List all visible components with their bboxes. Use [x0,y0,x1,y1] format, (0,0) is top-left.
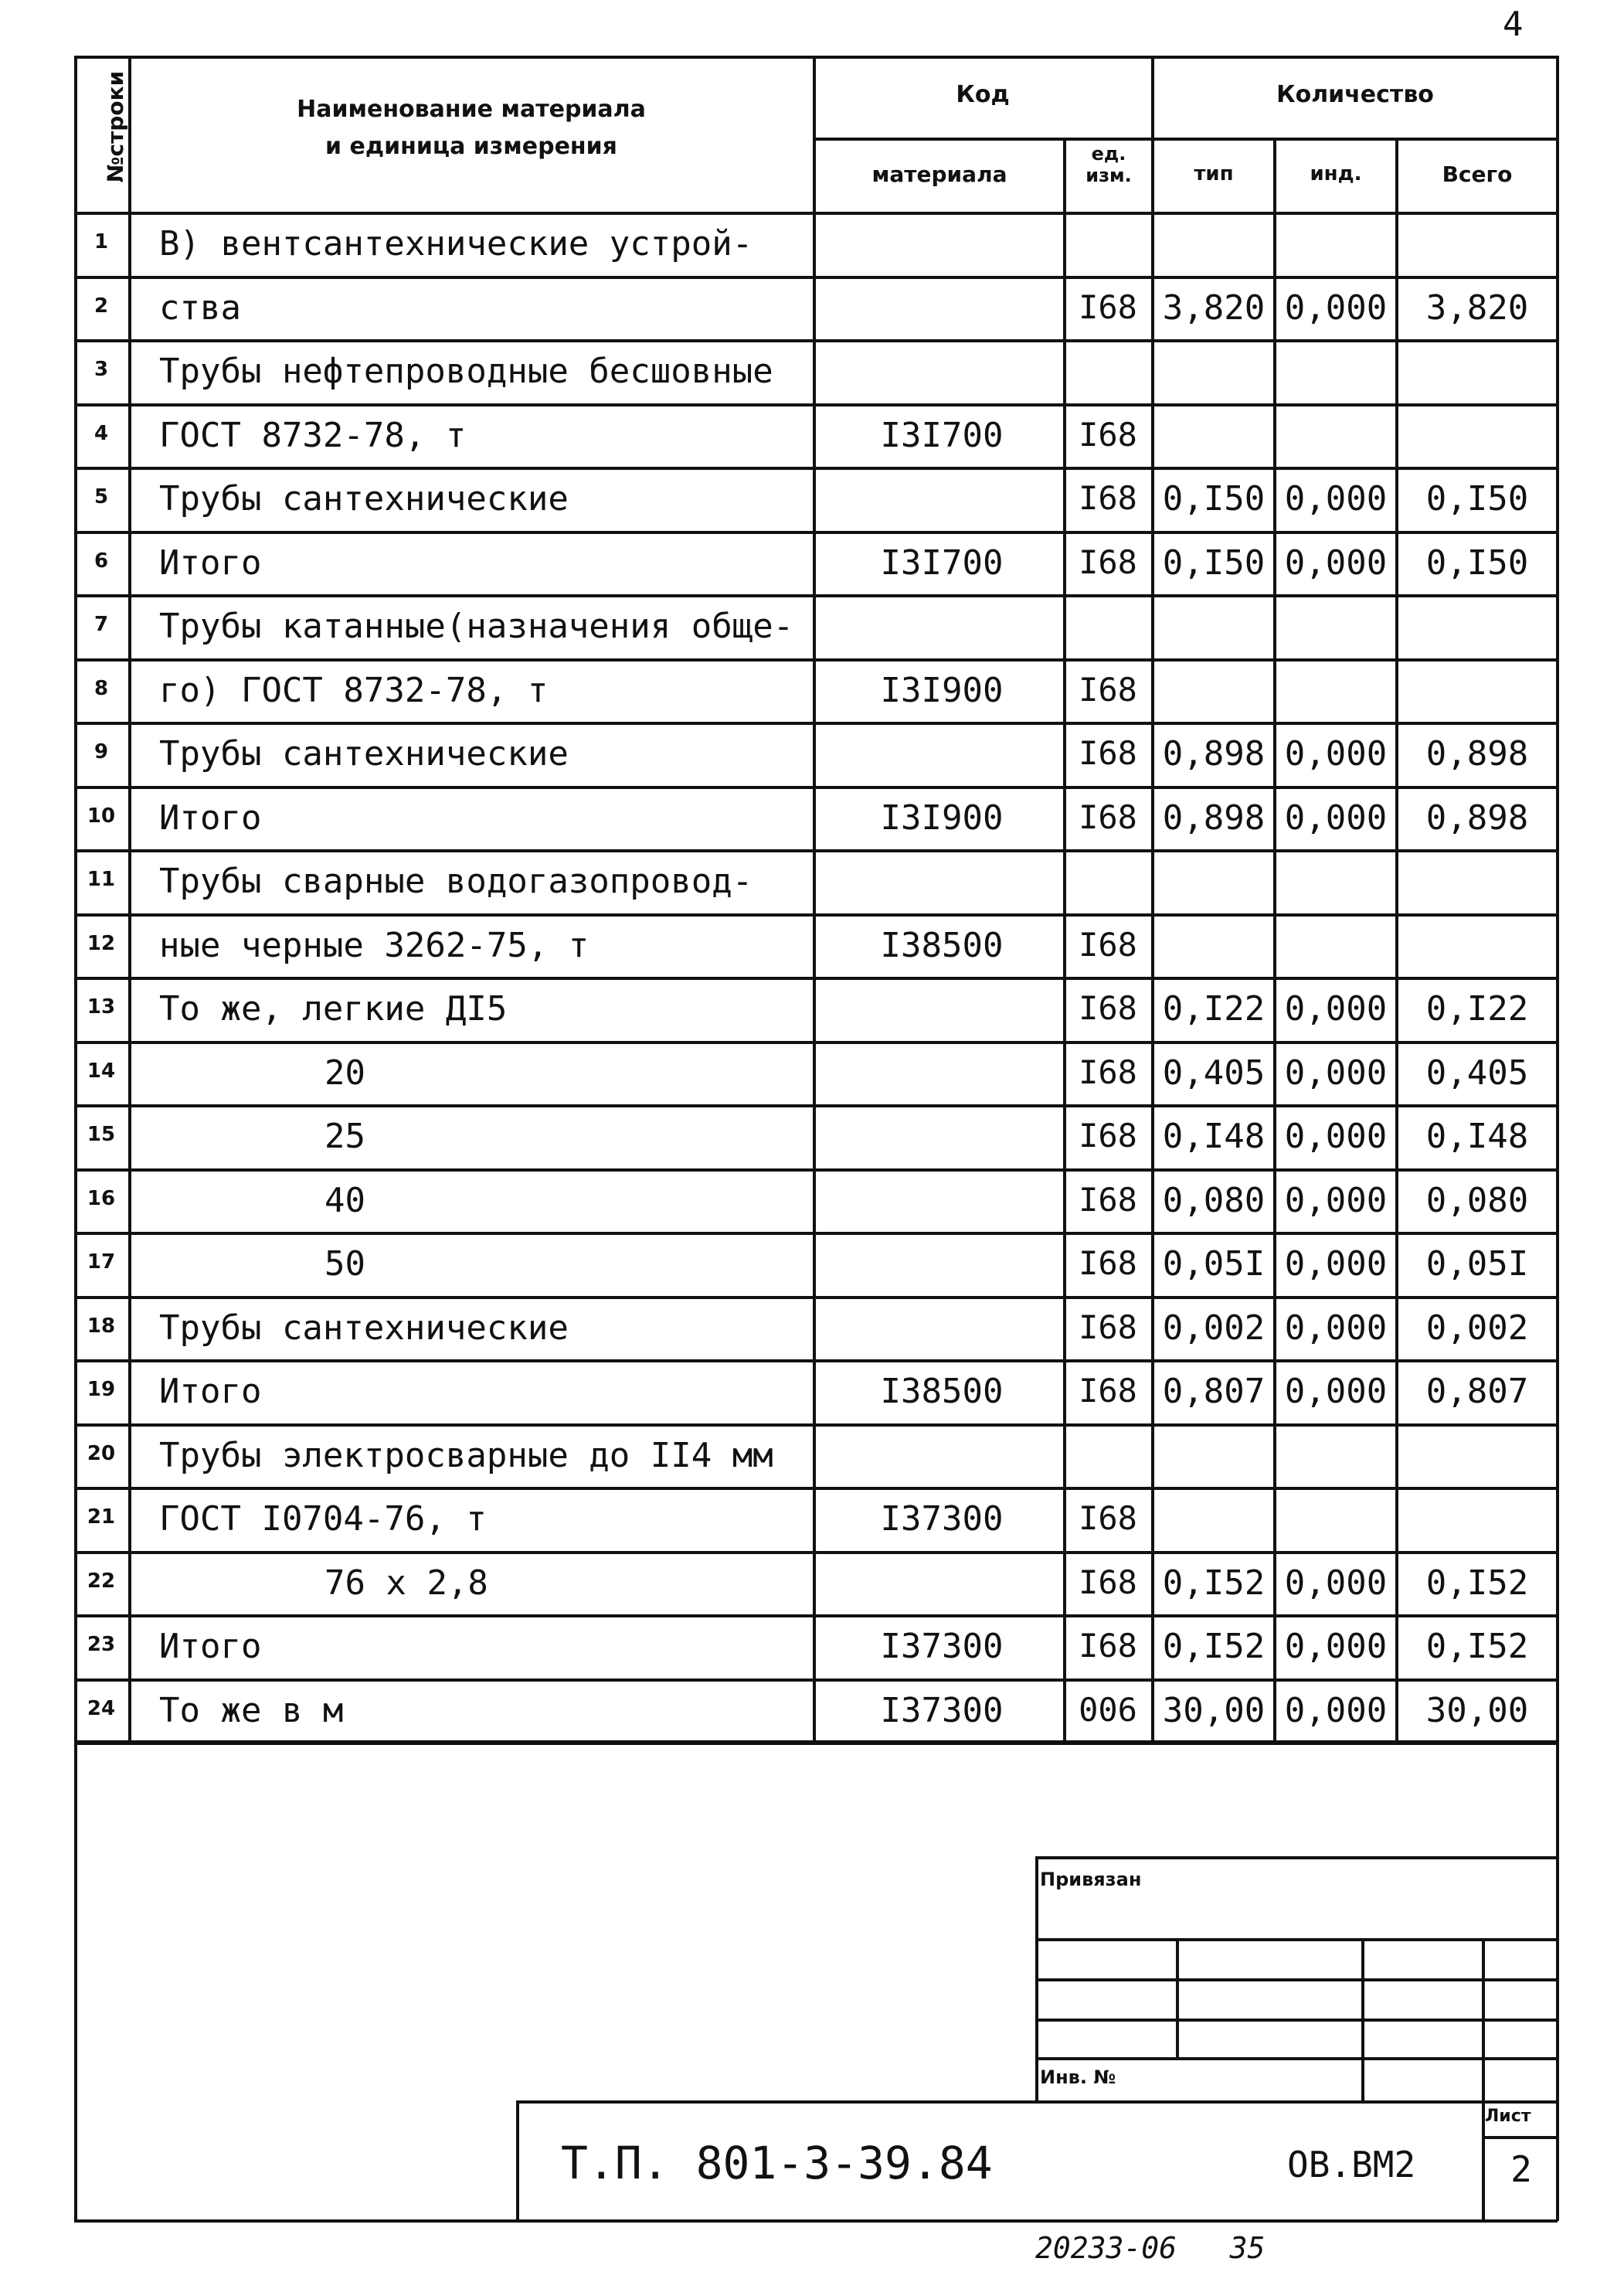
material-name: 76 х 2,8 [324,1563,488,1603]
material-code: I3I700 [880,415,1004,455]
header-qty-total: Всего [1442,162,1513,187]
row-number: 6 [93,549,109,573]
unit-code: I68 [1079,734,1137,772]
row-number: 24 [87,1696,116,1720]
material-name: 40 [324,1180,365,1220]
unit-code: 006 [1079,1690,1137,1729]
quantity-individual: 0,000 [1284,1563,1388,1603]
quantity-total: 0,I22 [1425,989,1529,1029]
unit-code: I68 [1079,1308,1137,1346]
inventory-number-label: Инв. № [1040,2066,1116,2088]
quantity-type: 0,080 [1162,1180,1266,1220]
unit-code: I68 [1079,1180,1137,1219]
footer-note: 20233-06 35 [1035,2231,1266,2265]
unit-code: I68 [1079,415,1137,454]
material-code: I37300 [880,1627,1004,1666]
quantity-total: 0,898 [1425,798,1529,838]
header-qty-group: Количество [1276,81,1434,108]
material-code: I37300 [880,1499,1004,1539]
unit-code: I68 [1079,1117,1137,1155]
quantity-total: 0,898 [1425,734,1529,774]
header-code-group: Код [956,81,1010,108]
row-number: 15 [87,1123,116,1146]
material-name: Итого [159,1627,262,1666]
quantity-type: 0,807 [1162,1372,1266,1411]
material-name: Трубы сантехнические [159,734,569,774]
material-name: Трубы катанные(назначения обще- [159,607,794,646]
unit-code: I68 [1079,542,1137,581]
quantity-total: 0,807 [1425,1372,1529,1411]
quantity-individual: 0,000 [1284,798,1388,838]
header-qty-type: тип [1194,162,1234,185]
quantity-individual: 0,000 [1284,734,1388,774]
quantity-type: 0,05I [1162,1244,1266,1284]
quantity-type: 0,I50 [1162,479,1266,519]
unit-code: I68 [1079,670,1137,709]
unit-code: I68 [1079,989,1137,1027]
material-name: ства [159,287,241,328]
row-number: 2 [93,294,109,318]
row-number: 16 [87,1186,116,1210]
row-number: 12 [87,931,116,955]
quantity-individual: 0,000 [1284,989,1388,1029]
quantity-type: 0,002 [1162,1308,1266,1348]
material-code: I3I900 [880,798,1004,838]
material-name: ные черные 3262-75, т [159,925,589,965]
row-number: 8 [93,676,109,700]
quantity-individual: 0,000 [1284,1180,1388,1220]
row-number: 14 [87,1059,116,1083]
row-number: 13 [87,995,116,1019]
quantity-total: 0,I52 [1425,1627,1529,1666]
unit-code: I68 [1079,1372,1137,1410]
quantity-total: 0,I50 [1425,479,1529,519]
header-qty-ind: инд. [1310,162,1362,185]
material-code: I38500 [880,1372,1004,1411]
row-number: 18 [87,1314,116,1338]
row-number: 7 [93,613,109,636]
row-number: 3 [93,358,109,381]
material-name: Трубы нефтепроводные бесшовные [159,352,773,391]
material-name: Итого [159,542,262,583]
unit-code: I68 [1079,1053,1137,1091]
unit-code: I68 [1079,287,1137,326]
material-code: I3I900 [880,670,1004,710]
quantity-individual: 0,000 [1284,1690,1388,1730]
unit-code: I68 [1079,925,1137,964]
quantity-total: 0,I50 [1425,542,1529,583]
quantity-individual: 0,000 [1284,1244,1388,1284]
quantity-type: 0,405 [1162,1053,1266,1093]
material-name: Трубы сантехнические [159,479,569,519]
quantity-type: 0,I48 [1162,1117,1266,1156]
quantity-total: 0,I48 [1425,1117,1529,1156]
quantity-individual: 0,000 [1284,1627,1388,1666]
unit-code: I68 [1079,1627,1137,1665]
sheet-label: Лист [1485,2107,1531,2126]
row-number: 21 [87,1505,116,1529]
material-name: го) ГОСТ 8732-78, т [159,670,549,710]
row-number: 11 [87,868,116,891]
material-name: То же, легкие ДI5 [159,989,508,1029]
quantity-type: 0,898 [1162,798,1266,838]
quantity-type: 0,I50 [1162,542,1266,583]
quantity-total: 0,405 [1425,1053,1529,1093]
quantity-type: 0,I22 [1162,989,1266,1029]
quantity-individual: 0,000 [1284,1117,1388,1156]
quantity-total: 0,05I [1425,1244,1529,1284]
document-mark: ОВ.ВМ2 [1287,2144,1416,2185]
row-number: 17 [87,1250,116,1274]
material-name: Итого [159,1372,262,1411]
quantity-individual: 0,000 [1284,1372,1388,1411]
row-number: 20 [87,1441,116,1465]
material-code: I38500 [880,925,1004,965]
material-name: 50 [324,1244,365,1284]
quantity-type: 3,820 [1162,287,1266,328]
quantity-individual: 0,000 [1284,1053,1388,1093]
unit-code: I68 [1079,479,1137,517]
unit-code: I68 [1079,1244,1137,1282]
row-number: 9 [93,740,109,764]
row-number: 4 [93,421,109,445]
material-code: I37300 [880,1690,1004,1730]
quantity-type: 0,898 [1162,734,1266,774]
row-number: 23 [87,1633,116,1656]
quantity-individual: 0,000 [1284,287,1388,328]
quantity-type: 30,00 [1162,1690,1266,1730]
quantity-individual: 0,000 [1284,479,1388,519]
header-code-material: материала [871,162,1007,187]
header-row-number: №строки [103,70,128,183]
sheet-number: 2 [1510,2148,1532,2190]
quantity-individual: 0,000 [1284,1308,1388,1348]
unit-code: I68 [1079,798,1137,836]
row-number: 10 [87,804,116,828]
row-number: 5 [93,485,109,508]
material-name: ГОСТ I0704-76, т [159,1499,487,1539]
material-name: Трубы сварные водогазопровод- [159,862,753,901]
page-corner-mark: 4 [1503,5,1524,44]
bound-label: Привязан [1040,1869,1142,1890]
material-name: Итого [159,798,262,838]
quantity-total: 0,002 [1425,1308,1529,1348]
header-name: Наименование материала и единица измерения [297,96,646,160]
quantity-total: 0,I52 [1425,1563,1529,1603]
unit-code: I68 [1079,1499,1137,1537]
header-code-unit: ед. изм. [1085,143,1132,186]
material-name: То же в м [159,1690,344,1730]
material-code: I3I700 [880,542,1004,583]
quantity-total: 30,00 [1425,1690,1529,1730]
material-name: Трубы сантехнические [159,1308,569,1348]
row-number: 19 [87,1378,116,1401]
material-name: В) вентсантехнические устрой- [159,224,753,264]
quantity-type: 0,I52 [1162,1563,1266,1603]
project-code: Т.П. 801-3-39.84 [561,2137,993,2189]
unit-code: I68 [1079,1563,1137,1601]
material-name: 20 [324,1053,365,1093]
material-name: 25 [324,1117,365,1156]
material-name: Трубы электросварные до II4 мм [159,1435,773,1475]
quantity-total: 3,820 [1425,287,1529,328]
quantity-total: 0,080 [1425,1180,1529,1220]
quantity-type: 0,I52 [1162,1627,1266,1666]
row-number: 1 [93,230,109,253]
row-number: 22 [87,1569,116,1593]
material-name: ГОСТ 8732-78, т [159,415,467,455]
quantity-individual: 0,000 [1284,542,1388,583]
